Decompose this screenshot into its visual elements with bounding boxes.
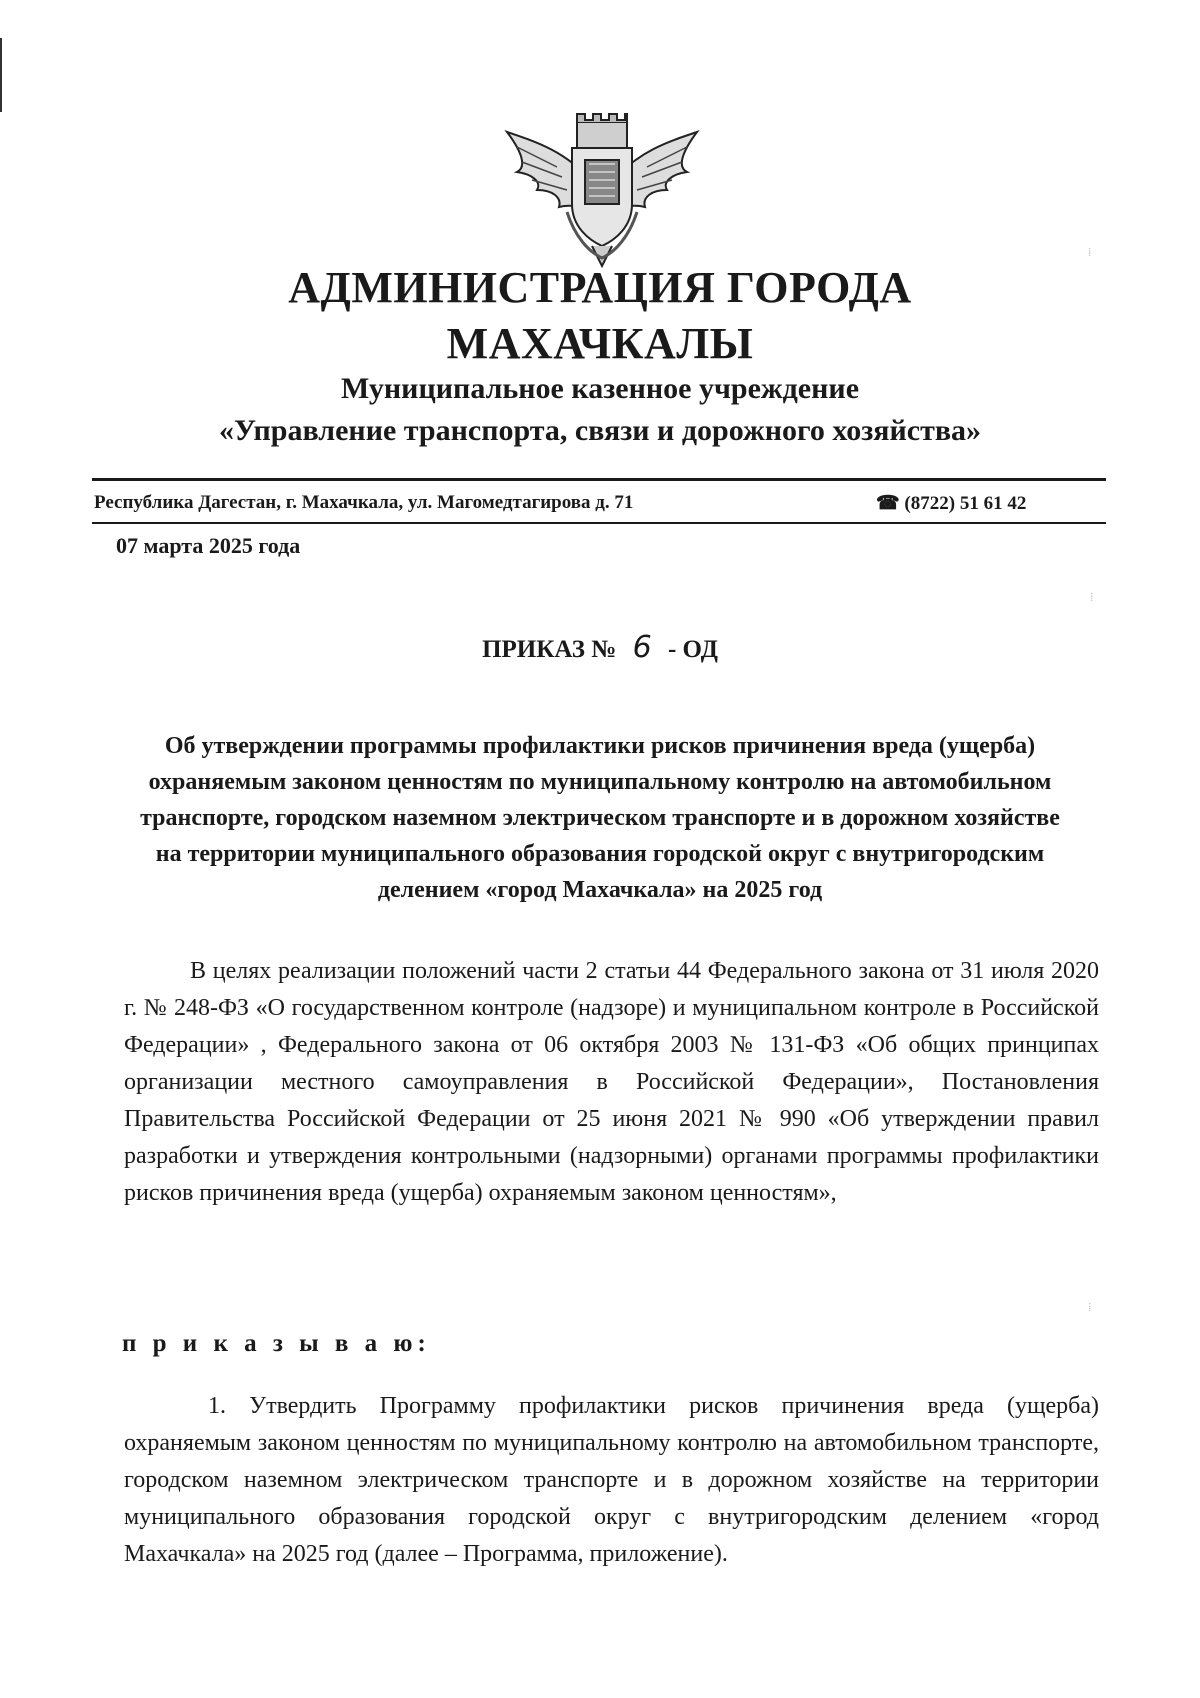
scan-noise-mark: ⁞	[1088, 1300, 1092, 1314]
institution-name-line2: «Управление транспорта, связи и дорожного хозяйства»	[218, 414, 982, 447]
preamble-paragraph: В целях реализации положений части 2 статьи 44 Федерального закона от 31 июля 2020 г. № 248-ФЗ «О государственном контроле (надзоре) и муниципальном контроле в Российской Федерации» , Федерального закона от 06 октября 2003 № 131-ФЗ «Об общих принципах организации местного самоуправления в Российской Федерации», Постановления Правительства Российской Федерации от 25 июня 2021 № 990 «Об утверждении правил разработки и утверждения контрольными (надзорными) органами программы профилактики рисков причинения вреда (ущерба) охраняемым законом ценностям»,	[124, 958, 1099, 1206]
order-directive-word: п р и к а з ы в а ю:	[122, 1330, 431, 1357]
coat-of-arms-emblem	[497, 112, 707, 268]
institution-name-line1: Муниципальное казенное учреждение	[340, 372, 860, 405]
order-item-1: 1. Утвердить Программу профилактики рисков причинения вреда (ущерба) охраняемым законом ценностям по муниципальному контролю на автомобильном транспорте, городском наземном электрическом транспорте и в дорожном хозяйстве на территории муниципального образования городской округ с внутригородским делением «город Махачкала» на 2025 год (далее – Программа, приложение).	[124, 1393, 1099, 1567]
order-subject-heading: Об утверждении программы профилактики рисков причинения вреда (ущерба) охраняемым законом ценностям по муниципальному контролю на автомобильном транспорте, городском наземном электрическом транспорте и в дорожном хозяйстве на территории муниципального образования городской округ с внутригородским делением «город Махачкала» на 2025 год	[140, 733, 1060, 903]
header-divider-bottom	[92, 522, 1106, 524]
scan-edge-mark	[0, 38, 2, 112]
document-date: 07 марта 2025 года	[116, 533, 301, 558]
order-number-handwritten: 6	[632, 630, 652, 665]
order-title	[0, 630, 1200, 665]
scan-noise-mark: ⁞	[1088, 245, 1092, 259]
order-prefix: ПРИКАЗ №	[482, 636, 617, 663]
organization-name-line2: МАХАЧКАЛЫ	[446, 319, 754, 368]
organization-name-line1: АДМИНИСТРАЦИЯ ГОРОДА	[288, 263, 912, 312]
phone-text: ☎ (8722) 51 61 42	[876, 493, 1027, 514]
header-divider-top	[92, 478, 1106, 481]
scan-noise-mark: ⁞	[1090, 590, 1094, 604]
address-text: Республика Дагестан, г. Махачкала, ул. Магомедтагирова д. 71	[94, 492, 634, 513]
order-suffix: - ОД	[667, 636, 718, 663]
